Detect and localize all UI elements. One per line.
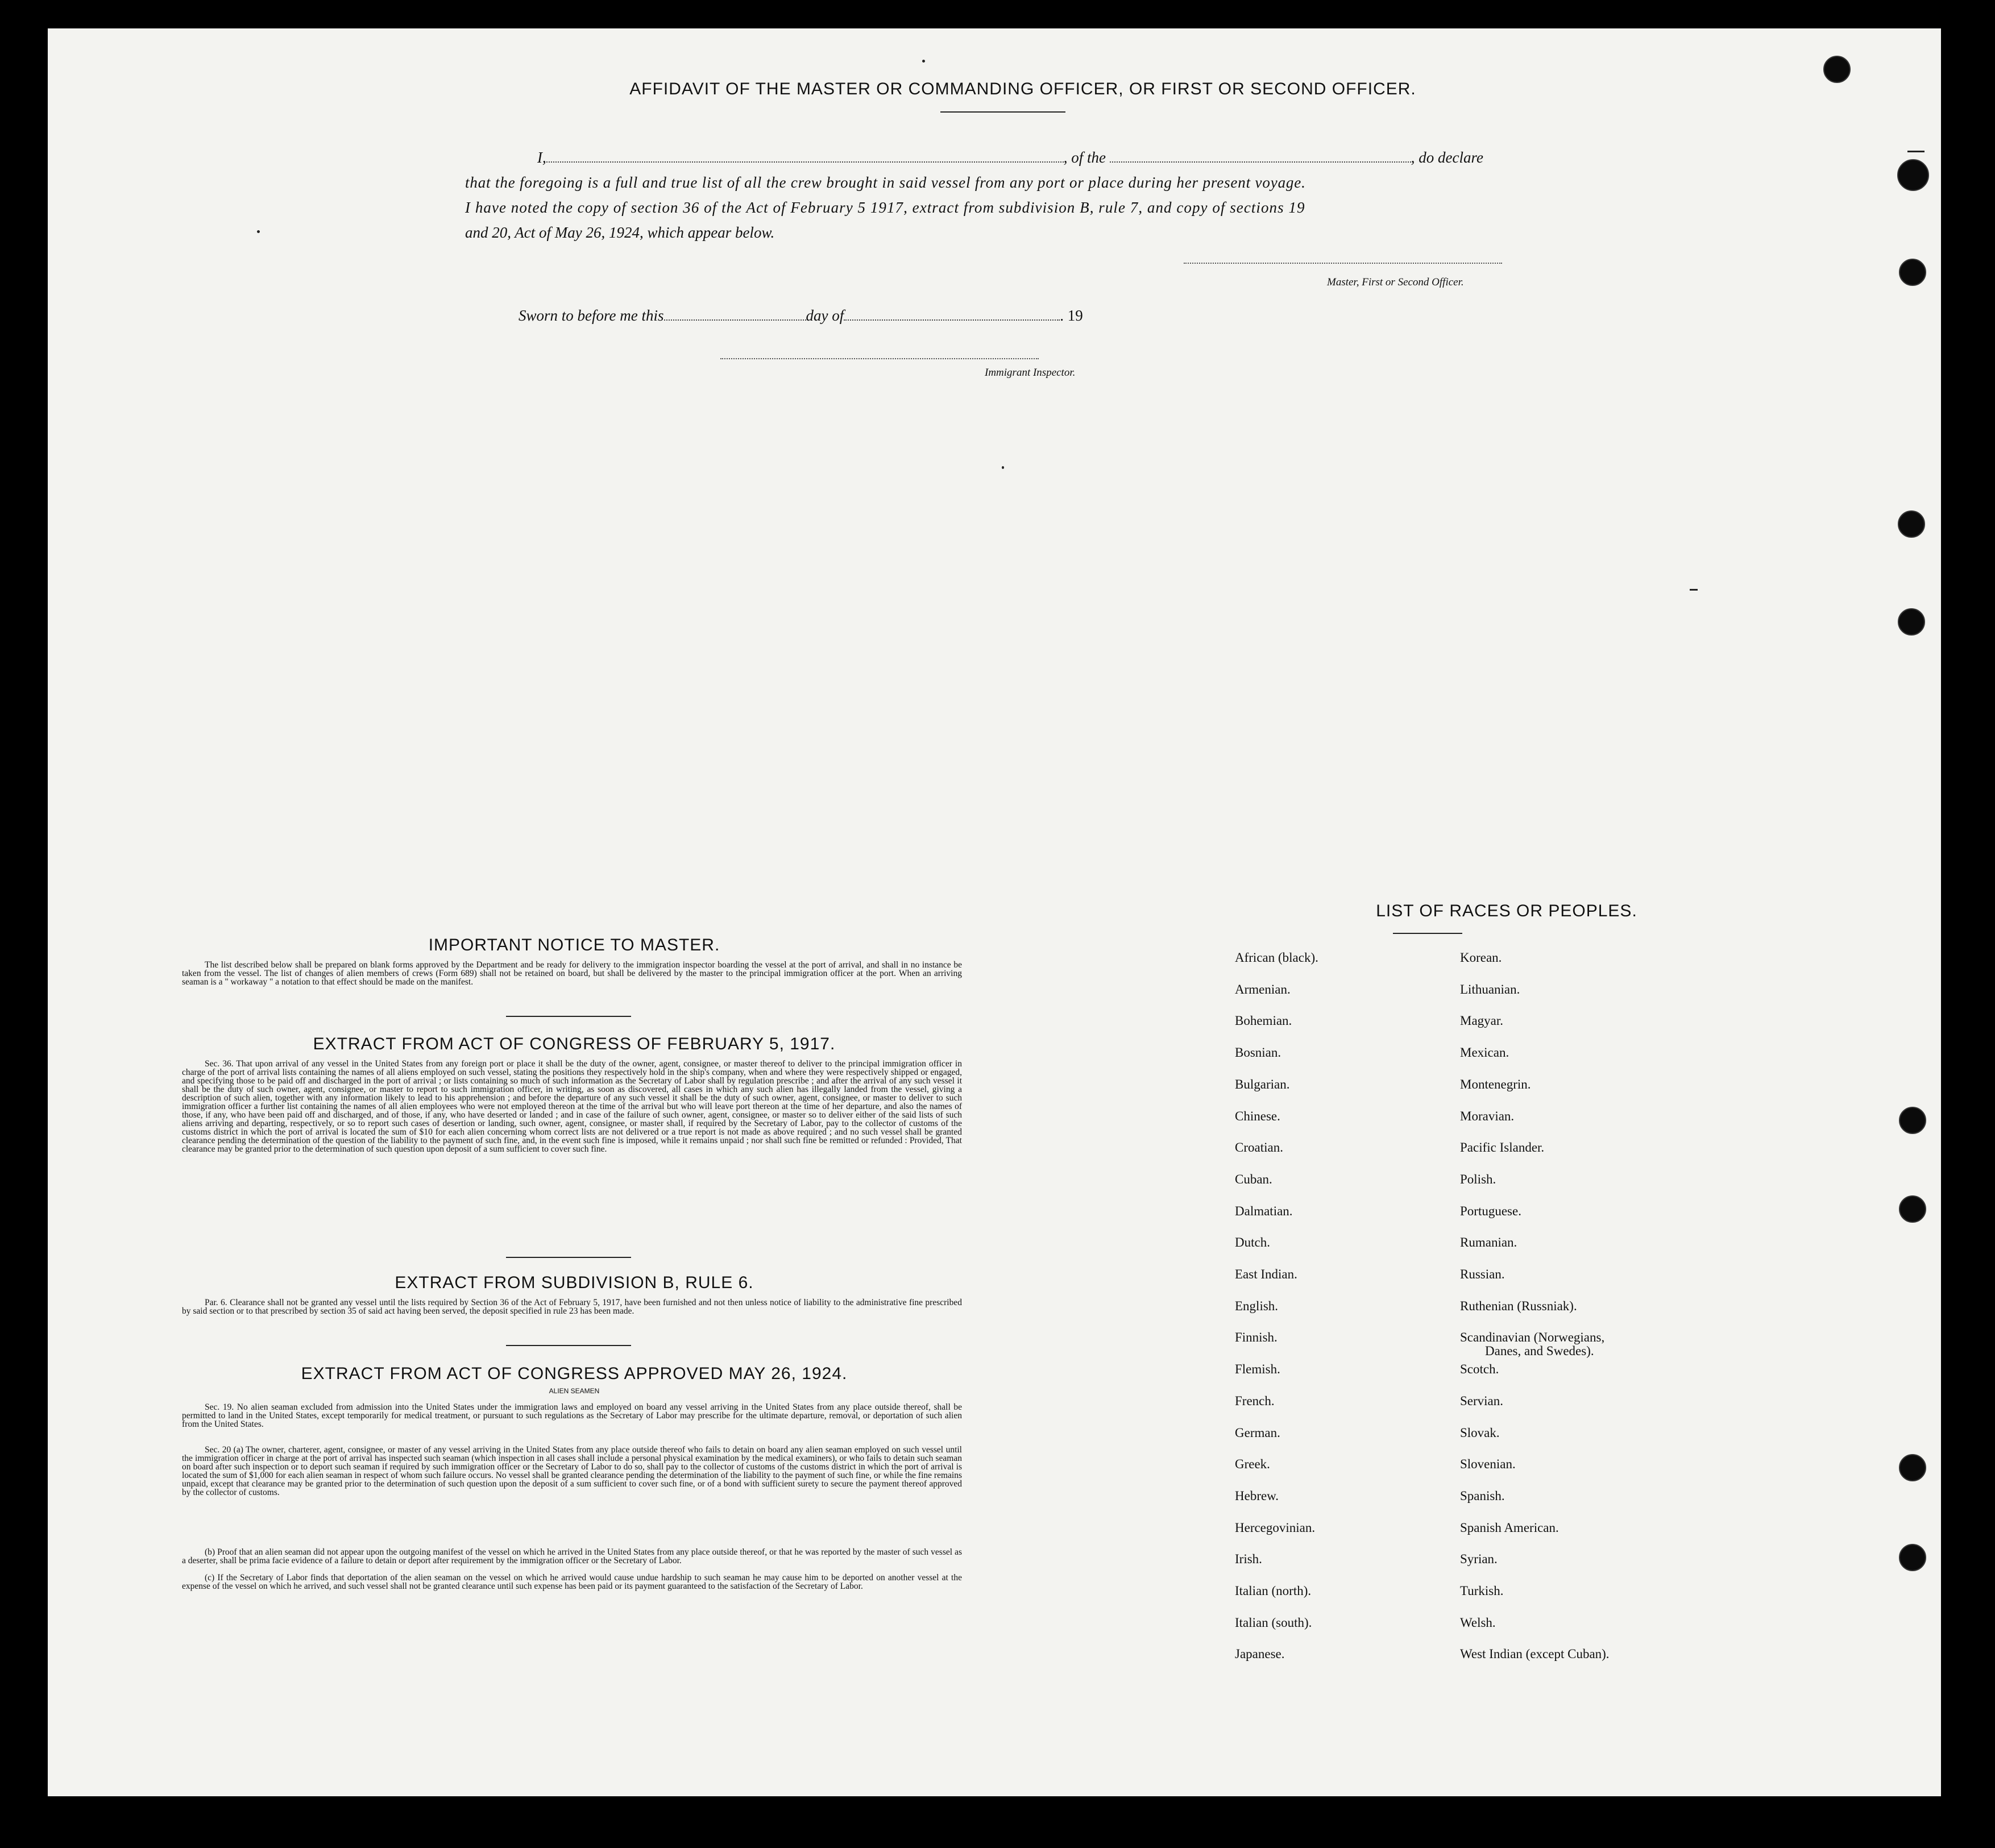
- extract-1917-body: Sec. 36. That upon arrival of any vessel in the United States from any foreign port or place it shall be the duty of the owner, agent, consignee, or master thereof to deliver to the principal immigration officer in charge of the port of arrival lists containing the names of all aliens employed on such vessel, stating the positions they respectively hold in the ship's company, when and where they were respectively shipped or engaged, and specifying those to be paid off and discharged in the port of arrival ; or lists containing so much of such information as the Secretary of Labor shall by regulation prescribe ; and after the arrival of any such vessel it shall be the duty of such owner, agent, consignee, or master to report to such immigration officer, in writing, as soon as discovered, all cases in which any such alien has illegally landed from the vessel, giving a description of such alien, together with any information likely to lead to his apprehension ; and before the departure of any such vessel it shall be the duty of such owner, agent, consignee, or master to deliver to such immigration officer a further list containing the names of all alien employees who were not employed thereon at the time of the arrival but who will leave port thereon at the time of her departure, and also the names of those, if any, who have been paid off and discharged, and of those, if any, who have deserted or landed ; and in case of the failure of such owner, agent, consignee, or master so to deliver either of the said lists of such aliens arriving and departing, respectively, or so to report such cases of desertion or landing, such owner, agent, consignee, or master shall, if required by the Secretary of Labor, pay to the collector of customs of the customs district in which the port of arrival is located the sum of $10 for each alien concerning whom correct lists are not delivered or a true report is not made as above required ; and no such vessel shall be granted clearance pending the determination of the question of the liability to the payment of such fine, and, in the event such fine is imposed, while it remains unpaid ; nor shall such fine be remitted or refunded : Provided, That clearance may be granted prior to the determination of such question upon deposit of a sum sufficient to cover such fine.: [182, 1059, 962, 1154]
- section-20b-text: (b) Proof that an alien seaman did not appear upon the outgoing manifest of the vessel on which he arrived in the United States from any place outside thereof, or that he was reported by the master of such vessel as a deserter, shall be prima facie evidence of a failure to detain or deport after requirement by the immigration officer or the Secretary of Labor.: [182, 1547, 962, 1565]
- race-left-item: Finnish.: [1235, 1330, 1278, 1345]
- race-left-item: Hercegovinian.: [1235, 1520, 1316, 1535]
- race-left-item: Italian (north).: [1235, 1584, 1312, 1598]
- races-title: LIST OF RACES OR PEOPLES.: [1376, 902, 1637, 920]
- punch-hole: [1899, 1454, 1926, 1481]
- notice-title: IMPORTANT NOTICE TO MASTER.: [428, 936, 720, 954]
- race-left-item: Armenian.: [1235, 982, 1291, 996]
- races-underline: [1393, 933, 1462, 934]
- race-left-item: Croatian.: [1235, 1140, 1283, 1155]
- race-right-item: Korean.: [1460, 950, 1502, 965]
- affidavit-line-2: that the foregoing is a full and true list of all the crew brought in said vessel from any port or place during her present voyage.: [465, 174, 1306, 191]
- race-right-item: Welsh.: [1460, 1615, 1496, 1630]
- title-underline: [940, 111, 1065, 113]
- race-left-item: Bulgarian.: [1235, 1077, 1290, 1091]
- race-right-item: Pacific Islander.: [1460, 1140, 1545, 1155]
- race-left-item: English.: [1235, 1298, 1279, 1313]
- race-left-item: Hebrew.: [1235, 1488, 1279, 1503]
- race-left-item: Chinese.: [1235, 1108, 1280, 1123]
- ink-speck: [922, 60, 925, 63]
- race-right-item: Russian.: [1460, 1267, 1505, 1281]
- race-left-item: Bosnian.: [1235, 1045, 1281, 1060]
- declarant-name-field[interactable]: [546, 151, 1064, 163]
- sworn-line: [519, 307, 1083, 325]
- race-right-item: Rumanian.: [1460, 1235, 1517, 1250]
- punch-hole: [1899, 1195, 1926, 1223]
- punch-hole: [1823, 56, 1851, 83]
- inspector-signature-field[interactable]: [720, 358, 1039, 359]
- subdivision-b-divider: [506, 1345, 631, 1346]
- notice-body: The list described below shall be prepared on blank forms approved by the Department and be ready for delivery to the immigration inspector boarding the vessel at the port of arrival, and shall in no instance be taken from the vessel. The list of changes of alien members of crews (Form 689) shall not be retained on board, but shall be delivered by the master to the principal immigration officer at the port. When an arriving seaman is a " workaway " a notation to that effect should be made on the manifest.: [182, 960, 962, 987]
- race-right-item: Lithuanian.: [1460, 982, 1520, 996]
- section-19-text: Sec. 19. No alien seaman excluded from admission into the United States under the immigration laws and employed on board any vessel arriving in the United States from any place outside thereof, shall be permitted to land in the United States, except temporarily for medical treatment, or pursuant to such regulations as the Secretary of Labor may prescribe for the ultimate departure, removal, or deportation of such alien from the United States.: [182, 1402, 962, 1429]
- race-right-item: West Indian (except Cuban).: [1460, 1647, 1610, 1662]
- inspector-caption: Immigrant Inspector.: [985, 367, 1076, 379]
- race-left-item: German.: [1235, 1425, 1280, 1440]
- punch-hole: [1897, 159, 1929, 191]
- vessel-name-field[interactable]: [1110, 151, 1411, 163]
- race-right-item: Moravian.: [1460, 1108, 1515, 1123]
- race-right-item: Turkish.: [1460, 1584, 1504, 1598]
- punch-hole: [1899, 259, 1926, 286]
- ink-speck: [257, 230, 260, 233]
- vessel-label: , of the: [1063, 149, 1106, 166]
- extract-1917-divider: [506, 1257, 631, 1258]
- day-of-label: day of: [806, 307, 844, 324]
- year-label: . 19: [1060, 307, 1083, 324]
- extract-1917-title: EXTRACT FROM ACT OF CONGRESS OF FEBRUARY 5, 1917.: [313, 1035, 836, 1053]
- section-20a-text: Sec. 20 (a) The owner, charterer, agent, consignee, or master of any vessel arriving in the United States from any place outside thereof who fails to detain on board any alien seaman employed on such vessel until the immigration officer in charge at the port of arrival has inspected such seaman (which inspection in all cases shall include a personal physical examination by the medical examiners), or who fails to detain such seaman on board after such inspection or to deport such seaman if required by such immigration officer or the Secretary of Labor to do so, shall pay to the collector of customs of the customs district in which the port of arrival is located the sum of $1,000 for each alien seaman in respect of whom such failure occurs. No vessel shall be granted clearance pending the determination of the liability to the payment of such fine, or while the fine remains unpaid, except that clearance may be granted prior to the determination of such question upon the deposit of a sum sufficient to cover such fine, or of a bond with sufficient surety to secure the payment thereof approved by the collector of customs.: [182, 1445, 962, 1497]
- subdivision-b-body: Par. 6. Clearance shall not be granted any vessel until the lists required by Section 36 of the Act of February 5, 1917, have been furnished and not then unless notice of liability to the administrative fine prescribed by said section or to that prescribed by section 35 of said act having been served, the deposit specified in rule 23 has been made.: [182, 1298, 962, 1316]
- affidavit-line-1: [537, 149, 1483, 167]
- master-caption: Master, First or Second Officer.: [1327, 276, 1464, 288]
- race-left-item: Bohemian.: [1235, 1014, 1292, 1028]
- punch-hole: [1899, 1544, 1926, 1571]
- ink-speck: [1690, 589, 1698, 591]
- race-left-item: Flemish.: [1235, 1362, 1280, 1377]
- affidavit-line-3: I have noted the copy of section 36 of the Act of February 5 1917, extract from subdivision B, rule 7, and copy of sections 19: [465, 199, 1305, 216]
- race-left-item: African (black).: [1235, 950, 1318, 965]
- race-left-item: Dalmatian.: [1235, 1203, 1293, 1218]
- race-scandinavian-continued: Danes, and Swedes).: [1485, 1344, 1594, 1358]
- race-right-item: Spanish American.: [1460, 1520, 1559, 1535]
- race-right-item: Montenegrin.: [1460, 1077, 1531, 1091]
- declarant-label: I,: [537, 149, 546, 166]
- race-left-item: Japanese.: [1235, 1647, 1285, 1662]
- race-left-item: French.: [1235, 1393, 1275, 1408]
- race-right-item: Mexican.: [1460, 1045, 1509, 1060]
- race-right-item: Portuguese.: [1460, 1203, 1521, 1218]
- affidavit-title: AFFIDAVIT OF THE MASTER OR COMMANDING OFFICER, OR FIRST OR SECOND OFFICER.: [629, 80, 1416, 98]
- race-left-item: East Indian.: [1235, 1267, 1297, 1281]
- ink-speck: [1002, 466, 1004, 469]
- subdivision-b-title: EXTRACT FROM SUBDIVISION B, RULE 6.: [395, 1273, 754, 1292]
- alien-seamen-subtitle: ALIEN SEAMEN: [549, 1387, 600, 1395]
- race-right-item: Slovenian.: [1460, 1457, 1516, 1472]
- race-right-item: Scandinavian (Norwegians,: [1460, 1330, 1605, 1345]
- race-right-item: Spanish.: [1460, 1488, 1505, 1503]
- race-right-item: Polish.: [1460, 1172, 1496, 1186]
- affidavit-line-4: and 20, Act of May 26, 1924, which appear below.: [465, 224, 775, 241]
- race-left-item: Italian (south).: [1235, 1615, 1312, 1630]
- race-right-item: Syrian.: [1460, 1552, 1498, 1567]
- sworn-day-field[interactable]: [664, 309, 806, 321]
- race-left-item: Irish.: [1235, 1552, 1262, 1567]
- punch-hole: [1898, 608, 1925, 636]
- declare-label: , do declare: [1411, 149, 1483, 166]
- notice-divider: [506, 1016, 631, 1017]
- race-left-item: Greek.: [1235, 1457, 1270, 1472]
- race-right-item: Slovak.: [1460, 1425, 1500, 1440]
- race-left-item: Cuban.: [1235, 1172, 1272, 1186]
- sworn-label: Sworn to before me this: [519, 307, 664, 324]
- race-right-item: Magyar.: [1460, 1014, 1504, 1028]
- master-signature-field[interactable]: [1184, 263, 1502, 264]
- punch-hole: [1898, 510, 1925, 538]
- race-right-item: Scotch.: [1460, 1362, 1499, 1377]
- punch-hole: [1899, 1107, 1926, 1134]
- sworn-month-field[interactable]: [844, 309, 1060, 321]
- race-right-item: Servian.: [1460, 1393, 1504, 1408]
- ink-speck: [1907, 151, 1925, 152]
- extract-1924-title: EXTRACT FROM ACT OF CONGRESS APPROVED MAY 26, 1924.: [301, 1364, 848, 1383]
- race-left-item: Dutch.: [1235, 1235, 1270, 1250]
- section-20c-text: (c) If the Secretary of Labor finds that deportation of the alien seaman on the vessel on which he arrived would cause undue hardship to such seaman he may cause him to be deported on another vessel at the expense of the vessel on which he arrived, and such vessel shall not be granted clearance until such expense has been paid or its payment guaranteed to the satisfaction of the Secretary of Labor.: [182, 1573, 962, 1591]
- race-right-item: Ruthenian (Russniak).: [1460, 1298, 1577, 1313]
